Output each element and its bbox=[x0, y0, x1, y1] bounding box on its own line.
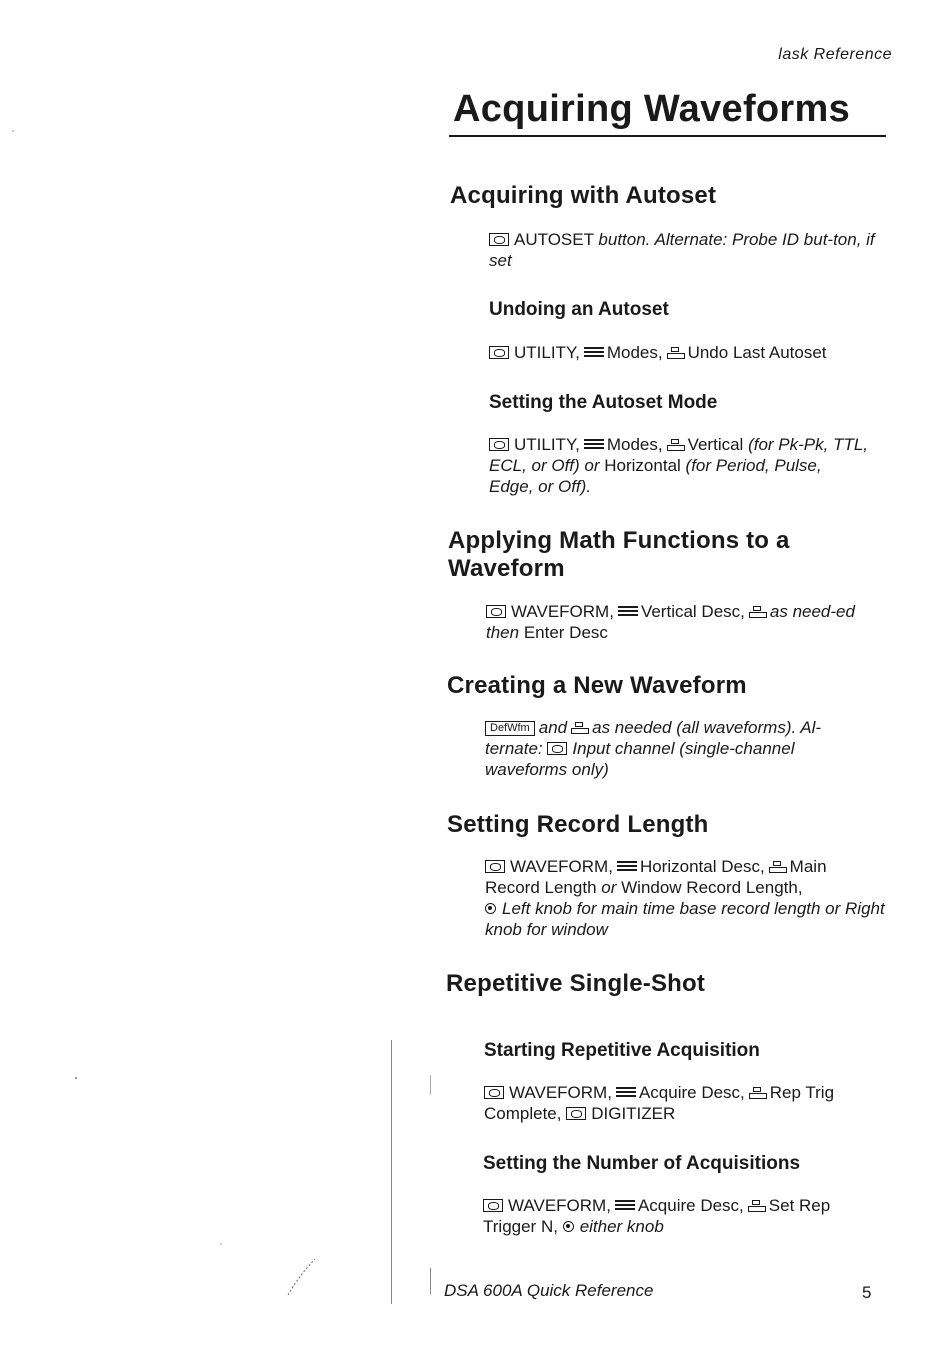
subheading-starting-repetitive: Starting Repetitive Acquisition bbox=[484, 1040, 760, 1061]
page-number: 5 bbox=[862, 1283, 872, 1302]
subheading-autoset-mode: Setting the Autoset Mode bbox=[489, 392, 718, 413]
side-menu-icon bbox=[769, 861, 787, 873]
section-heading-autoset: Acquiring with Autoset bbox=[450, 182, 717, 209]
section-heading-record-length: Setting Record Length bbox=[447, 811, 709, 838]
undo-autoset-instruction: UTILITY, Modes, Undo Last Autoset bbox=[489, 342, 884, 363]
side-menu-icon bbox=[571, 722, 589, 734]
running-header: lask Reference bbox=[778, 46, 892, 63]
footer-publication: DSA 600A Quick Reference bbox=[444, 1281, 654, 1300]
section-heading-repetitive: Repetitive Single-Shot bbox=[446, 970, 706, 997]
scan-artifact-line bbox=[391, 1040, 392, 1304]
math-instruction: WAVEFORM, Vertical Desc, as need-ed then Enter Desc bbox=[486, 602, 855, 642]
scan-artifact-mark bbox=[430, 1268, 431, 1294]
main-menu-icon bbox=[615, 1200, 635, 1210]
side-menu-icon bbox=[749, 1087, 767, 1099]
record-length-instruction: WAVEFORM, Horizontal Desc, Main Record Length or Window Record Length, Left knob for main time base record length or Right knob for window bbox=[485, 857, 885, 939]
front-panel-button-icon bbox=[489, 346, 509, 359]
defwfm-key: DefWfm bbox=[485, 721, 535, 736]
front-panel-button-icon bbox=[483, 1199, 503, 1212]
pencil-mark bbox=[270, 1255, 320, 1300]
main-menu-icon bbox=[618, 606, 638, 616]
main-menu-icon bbox=[617, 861, 637, 871]
title-underline bbox=[449, 135, 886, 137]
subheading-number-of-acquisitions: Setting the Number of Acquisitions bbox=[483, 1153, 801, 1174]
autoset-instruction: AUTOSET button. Alternate: Probe ID but-ton, if set bbox=[489, 230, 875, 270]
front-panel-button-icon bbox=[485, 860, 505, 873]
knob-icon bbox=[563, 1221, 574, 1232]
scan-artifact-mark bbox=[430, 1075, 431, 1095]
scan-speck bbox=[220, 1243, 222, 1245]
subheading-undo-autoset: Undoing an Autoset bbox=[489, 299, 669, 320]
side-menu-icon bbox=[749, 606, 767, 618]
section-heading-math: Applying Math Functions to a Waveform bbox=[448, 527, 790, 582]
number-of-acquisitions-instruction: WAVEFORM, Acquire Desc, Set Rep Trigger N, either knob bbox=[483, 1196, 831, 1236]
front-panel-button-icon bbox=[489, 438, 509, 451]
front-panel-button-icon bbox=[486, 605, 506, 618]
starting-repetitive-instruction: WAVEFORM, Acquire Desc, Rep Trig Complete, DIGITIZER bbox=[484, 1083, 835, 1123]
scan-speck bbox=[12, 130, 14, 132]
side-menu-icon bbox=[748, 1200, 766, 1212]
front-panel-button-icon bbox=[547, 742, 567, 755]
scan-speck bbox=[75, 1077, 77, 1079]
front-panel-button-icon bbox=[566, 1107, 586, 1120]
front-panel-button-icon bbox=[484, 1086, 504, 1099]
main-menu-icon bbox=[584, 347, 604, 357]
section-heading-new-waveform: Creating a New Waveform bbox=[447, 672, 747, 699]
new-waveform-instruction: DefWfm and as needed (all waveforms). Al-ternate: Input channel (single-channel waveforms only) bbox=[485, 718, 822, 779]
autoset-mode-instruction: UTILITY, Modes, Vertical (for Pk-Pk, TTL, ECL, or Off) or Horizontal (for Period, Pulse, Edge, or Off). bbox=[489, 435, 869, 496]
main-menu-icon bbox=[584, 439, 604, 449]
side-menu-icon bbox=[667, 439, 685, 451]
page-title: Acquiring Waveforms bbox=[453, 88, 851, 130]
side-menu-icon bbox=[667, 347, 685, 359]
main-menu-icon bbox=[616, 1087, 636, 1097]
knob-icon bbox=[485, 903, 496, 914]
front-panel-button-icon bbox=[489, 233, 509, 246]
